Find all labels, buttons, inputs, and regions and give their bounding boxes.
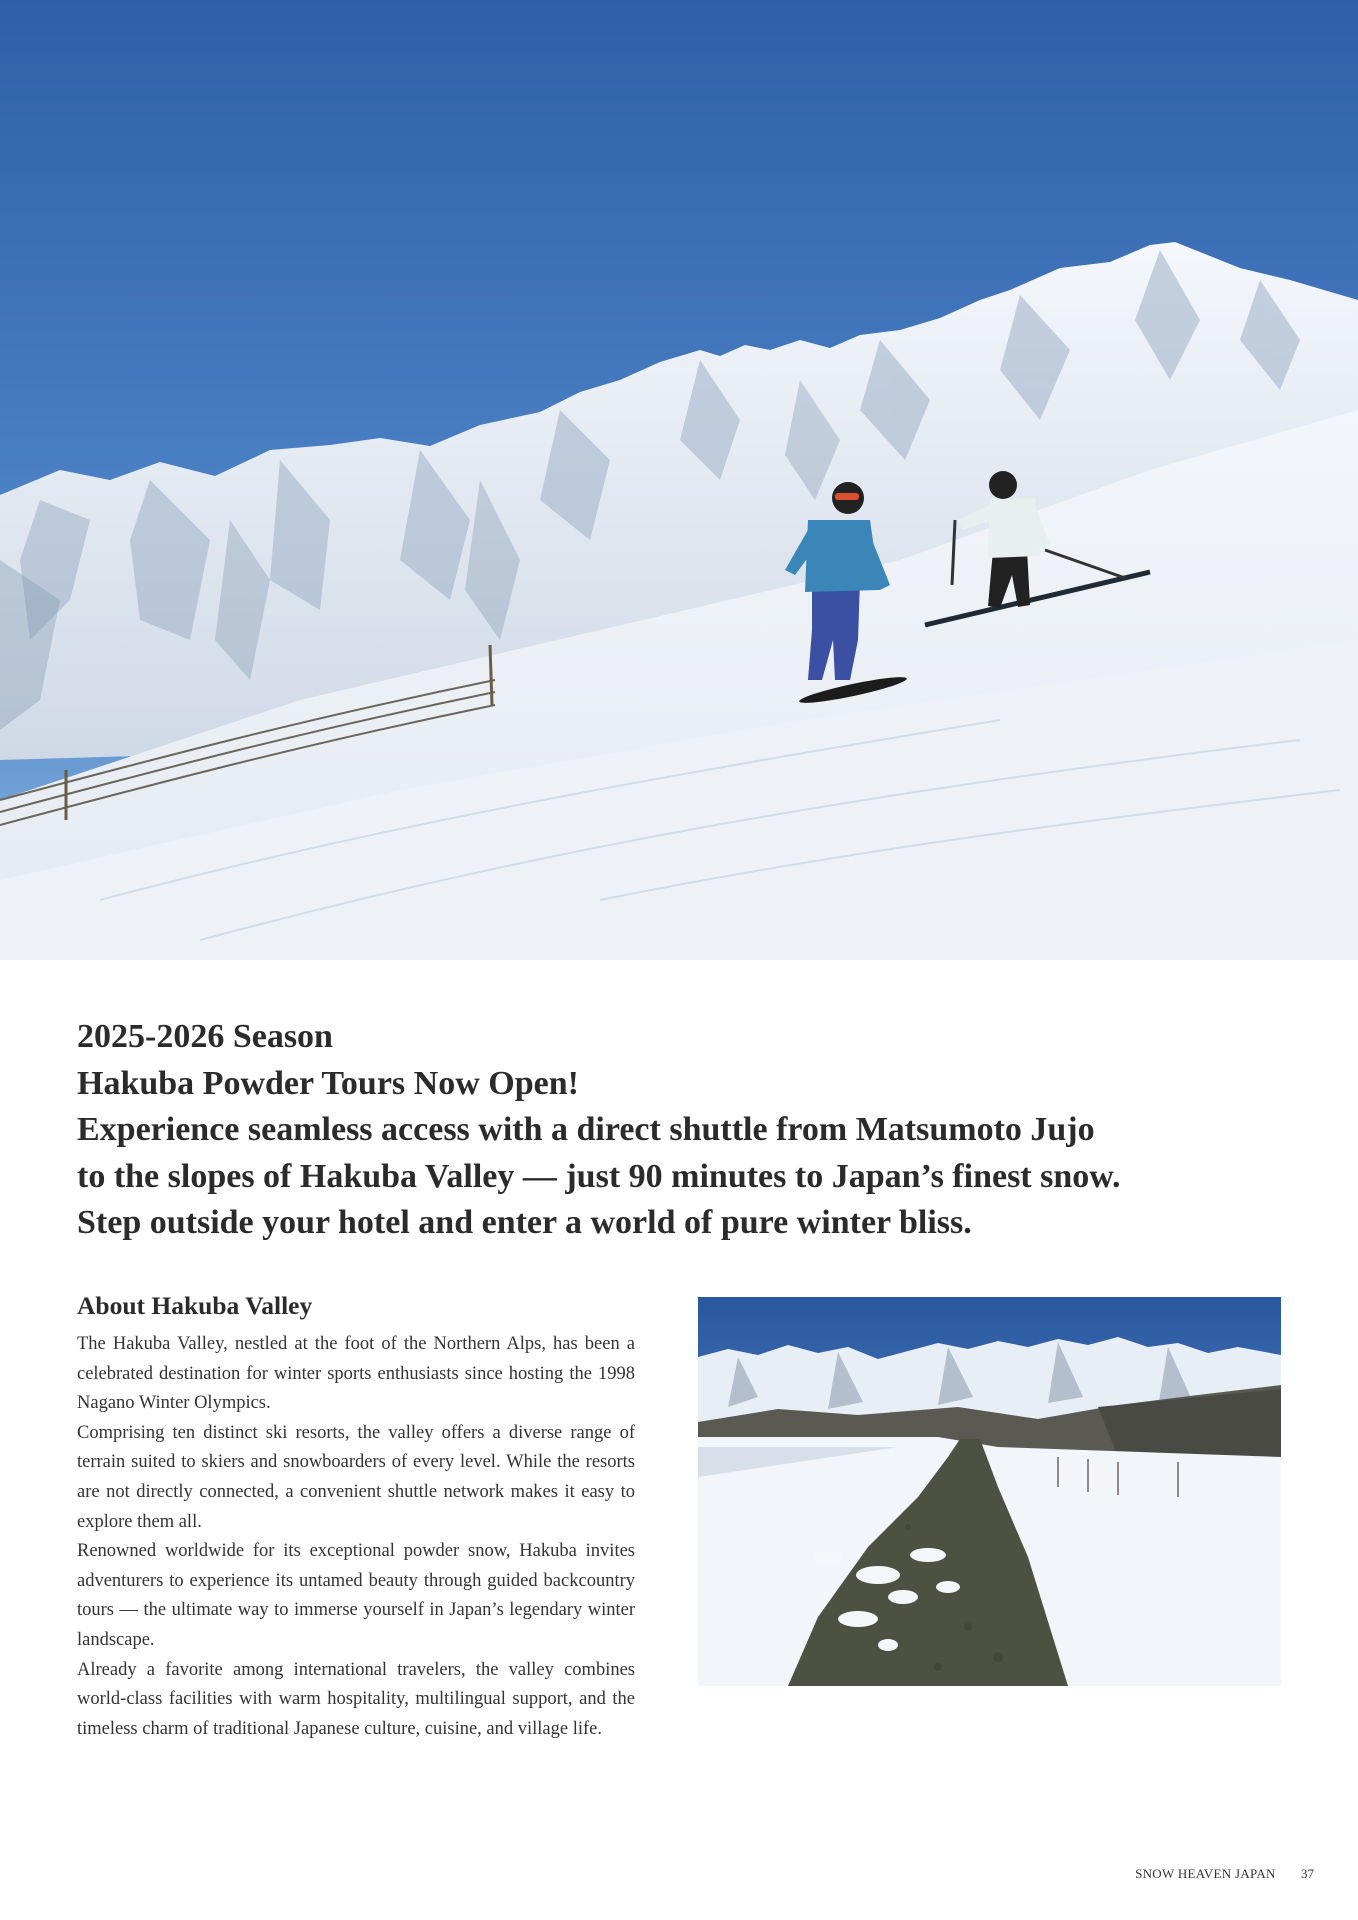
publication-name: SNOW HEAVEN JAPAN [1135, 1866, 1276, 1881]
headline-line-shuttle: Experience seamless access with a direct shuttle from Matsumoto Jujo [77, 1111, 1095, 1148]
about-body [77, 1330, 635, 1744]
headline-line-slopes: to the slopes of Hakuba Valley — just 90 minutes to Japan’s finest snow. [77, 1157, 1121, 1195]
snowy-river-valley-photo-icon [698, 1297, 1281, 1686]
page-number: 37 [1301, 1866, 1314, 1881]
about-paragraph: The Hakuba Valley, nestled at the foot of the Northern Alps, has been a celebrated destination for winter sports enthusiasts since hosting the 1998 Nagano Winter Olympics. [77, 1334, 635, 1414]
headline-line-hotel: Step outside your hotel and enter a world of pure winter bliss. [77, 1204, 972, 1241]
page-footer [1135, 1866, 1314, 1882]
about-paragraph: Renowned worldwide for its exceptional powder snow, Hakuba invites adventurers to experience its untamed beauty through guided backcountry tours — the ultimate way to immerse yourself in Japan’s legendary winter landscape. [77, 1541, 635, 1650]
about-paragraph: Already a favorite among international travelers, the valley combines world-class facilities with warm hospitality, multilingual support, and the timeless charm of traditional Japanese culture, cuisine, and village life. [77, 1659, 635, 1739]
headline-line-season: 2025-2026 Season [77, 1018, 333, 1055]
headline-line-tours: Hakuba Powder Tours Now Open! [77, 1064, 579, 1102]
about-title: About Hakuba Valley [77, 1291, 313, 1320]
inset-photo [698, 1297, 1281, 1686]
about-paragraph: Comprising ten distinct ski resorts, the valley offers a diverse range of terrain suited to skiers and snowboarders of every level. While the resorts are not directly connected, a convenient shuttle network makes it easy to explore them all. [77, 1422, 635, 1532]
headline [77, 1014, 1297, 1247]
